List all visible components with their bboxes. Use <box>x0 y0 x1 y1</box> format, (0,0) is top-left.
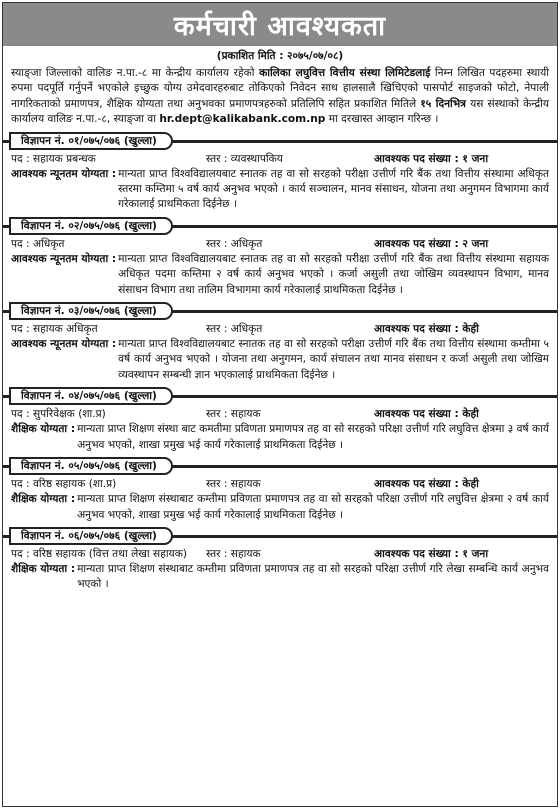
vacancy-section <box>3 527 557 593</box>
vacancy-section <box>3 132 557 213</box>
requirement-text: मान्यता प्राप्त विश्वविद्यालयबाट स्नातक तह वा सो सरहको परीक्षा उत्तीर्ण गरि बैंक तथा वित्तीय संस्थामा अधिकृत स्तरमा कम्तिमा ५ वर्ष कार्य अनुभव भएको । कार्य सञ्चालन, मानव संसाधन, योजना तथा अनुगमन विभागमा कार्य गरेकालाई प्राथमिकता दिईनेछ । <box>118 167 549 211</box>
organization-name: कालिका लघुवित्त वित्तीय संस्था लिमिटेडलाई <box>259 67 431 79</box>
requirement-label: आवश्यक न्यूनतम योग्यता : <box>11 167 117 180</box>
post-title: पद : सुपरिवेक्षक (शा.प्र) <box>11 408 106 421</box>
section-header <box>3 527 557 545</box>
requirement-row <box>3 337 557 383</box>
ad-number: विज्ञापन नं. ०५/०७५/०७६ (खुल्ला) <box>9 457 173 475</box>
section-header <box>3 302 557 320</box>
ad-number: विज्ञापन नं. ०६/०७५/०७६ (खुल्ला) <box>9 527 173 545</box>
post-level: स्तर : व्यवस्थापकिय <box>206 152 283 165</box>
requirement-label: आवश्यक न्यूनतम योग्यता : <box>11 252 117 265</box>
requirement-label: शैक्षिक योग्यता : <box>11 562 76 575</box>
requirement-text: मान्यता प्राप्त शिक्षण संस्थाबाट कम्तीमा प्रविणता प्रमाणपत्र तह वा सो सरहको परिक्षा उत्तीर्ण गरि लघुवित्त क्षेत्रमा २ वर्ष कार्य अनुभव भएको, शाखा प्रमुख भई कार्य गरेकालाई प्राथमिकता दिईनेछ । <box>77 493 549 521</box>
intro-paragraph <box>3 63 557 128</box>
requirement-label: आवश्यक न्यूनतम योग्यता : <box>11 338 117 351</box>
deadline: १५ दिनभित्र <box>420 97 466 110</box>
post-title: पद : सहायक प्रबन्धक <box>11 152 96 165</box>
intro-text-2: निम्न लिखित पदहरुमा स्थायी रुपमा पदपूर्ति गर्नुपर्ने भएकोले इच्छुक योग्य उमेदवारहरुबाट तोकिएको निवेदन साथ हालसालै खिचिएको पासपोर्ट साइजको फोटो, नेपाली नागरिकताको प्रमाणपत्र, शैक्षिक योग्यता तथा अनुभवका प्रमाणपत्रहरुको प्रतिलिपि सहित प्रकाशित मितिले <box>11 67 549 110</box>
post-level: स्तर : सहायक <box>206 408 261 421</box>
post-count: आवश्यक पद संख्या : १ जना <box>374 547 489 560</box>
post-title: पद : वरिष्ठ सहायक (वित्त तथा लेखा सहायक) <box>11 547 187 560</box>
post-level: स्तर : अधिकृत <box>206 323 263 336</box>
post-count: आवश्यक पद संख्या : २ जना <box>374 237 489 250</box>
requirement-text: मान्यता प्राप्त शिक्षण संस्थाबाट कम्तीमा प्रविणता प्रमाणपत्र तह वा सो सरहको परिक्षा उत्तीर्ण गरि लेखा सम्बन्धि कार्य अनुभव भएको । <box>77 562 549 591</box>
post-count: आवश्यक पद संख्या : केही <box>374 323 479 336</box>
vacancy-list <box>3 132 557 593</box>
post-title: पद : सहायक अधिकृत <box>11 323 98 336</box>
requirement-row <box>3 252 557 298</box>
section-header <box>3 217 557 235</box>
vacancy-section <box>3 457 557 523</box>
requirement-row <box>3 562 557 593</box>
post-info-row <box>3 475 557 492</box>
page-title: कर्मचारी आवश्यकता <box>3 3 557 46</box>
ad-number: विज्ञापन नं. ०४/०७५/०७६ (खुल्ला) <box>9 387 173 405</box>
post-info-row <box>3 235 557 252</box>
intro-text-1: स्याङ्जा जिल्लाको वालिङ न.पा.-८ मा केन्द्रीय कार्यालय रहेको <box>11 67 260 79</box>
ad-number: विज्ञापन नं. ०२/०७५/०७६ (खुल्ला) <box>9 217 173 235</box>
requirement-row <box>3 167 557 213</box>
requirement-text: मान्यता प्राप्त शिक्षण संस्था बाट कमतीमा प्रविणता प्रमाणपत्र तह वा सो सरहको परिक्षा उत्तीर्ण गरि लघुवित्त क्षेत्रमा ३ वर्ष कार्य अनुभव भएको, शाखा प्रमुख भई कार्य गरेकालाई प्राथमिकता दिईनेछ । <box>77 423 549 451</box>
post-count: आवश्यक पद संख्या : १ जना <box>374 152 489 165</box>
section-header <box>3 132 557 150</box>
post-count: आवश्यक पद संख्या : केही <box>374 478 479 491</box>
requirement-row <box>3 492 557 523</box>
intro-text-3: यस संस्थाको केन्द्रीय कार्यालय वालिङ न.पा.-८, स्याङ्जा वा <box>11 97 549 126</box>
post-level: स्तर : सहायक <box>206 478 261 491</box>
requirement-text: मान्यता प्राप्त विश्वविद्यालयबाट स्नातक तह वा सो सरहको परीक्षा उत्तीर्ण गरि बैंक तथा वित्तीय संस्थामा कम्तीमा ५ वर्ष कार्य अनुभव भएको । योजना तथा अनुगमन, कार्य संचालन तथा मानव संसाधन र कर्जा असुली तथा जोखिम व्यवस्थापन सम्बन्धी ज्ञान भएकालाई प्राथमिकता दिईनेछ । <box>118 338 549 381</box>
advertisement-page <box>2 2 558 807</box>
intro-text-4: मा दरखास्त आव्हान गरिन्छ । <box>325 113 439 126</box>
vacancy-section <box>3 302 557 383</box>
section-header <box>3 387 557 405</box>
requirement-text: मान्यता प्राप्त विश्वविद्यालयबाट स्नातक तह वा सो सरहको परीक्षा उत्तीर्ण गरि बैंक तथा वित्तीय संस्थामा सहायक अधिकृत पदमा कम्तिमा २ वर्ष कार्य अनुभव भएको । कर्जा असुली तथा जोखिम व्यवस्थापन विभाग, मानव संसाधन विभाग तथा तालिम विभागमा कार्य गरेकालाई प्राथमिकता दिईनेछ । <box>118 252 549 296</box>
requirement-row <box>3 422 557 453</box>
section-header <box>3 457 557 475</box>
post-info-row <box>3 320 557 337</box>
post-count: आवश्यक पद संख्या : केही <box>374 408 479 421</box>
requirement-label: शैक्षिक योग्यता : <box>11 423 76 436</box>
post-info-row <box>3 150 557 167</box>
vacancy-section <box>3 217 557 298</box>
email-address[interactable]: hr.dept@kalikabank.com.np <box>159 113 326 126</box>
published-date: (प्रकाशित मिति : २०७५/०७/०८) <box>216 50 344 62</box>
post-info-row <box>3 545 557 562</box>
vacancy-section <box>3 387 557 453</box>
post-title: पद : अधिकृत <box>11 237 65 250</box>
post-info-row <box>3 405 557 422</box>
post-level: स्तर : अधिकृत <box>206 237 263 250</box>
post-title: पद : वरिष्ठ सहायक (शा.प्र) <box>11 478 117 491</box>
requirement-label: शैक्षिक योग्यता : <box>11 493 76 506</box>
post-level: स्तर : सहायक <box>206 547 261 560</box>
ad-number: विज्ञापन नं. ०१/०७५/०७६ (खुल्ला) <box>9 132 173 150</box>
ad-number: विज्ञापन नं. ०३/०७५/०७६ (खुल्ला) <box>9 302 173 320</box>
